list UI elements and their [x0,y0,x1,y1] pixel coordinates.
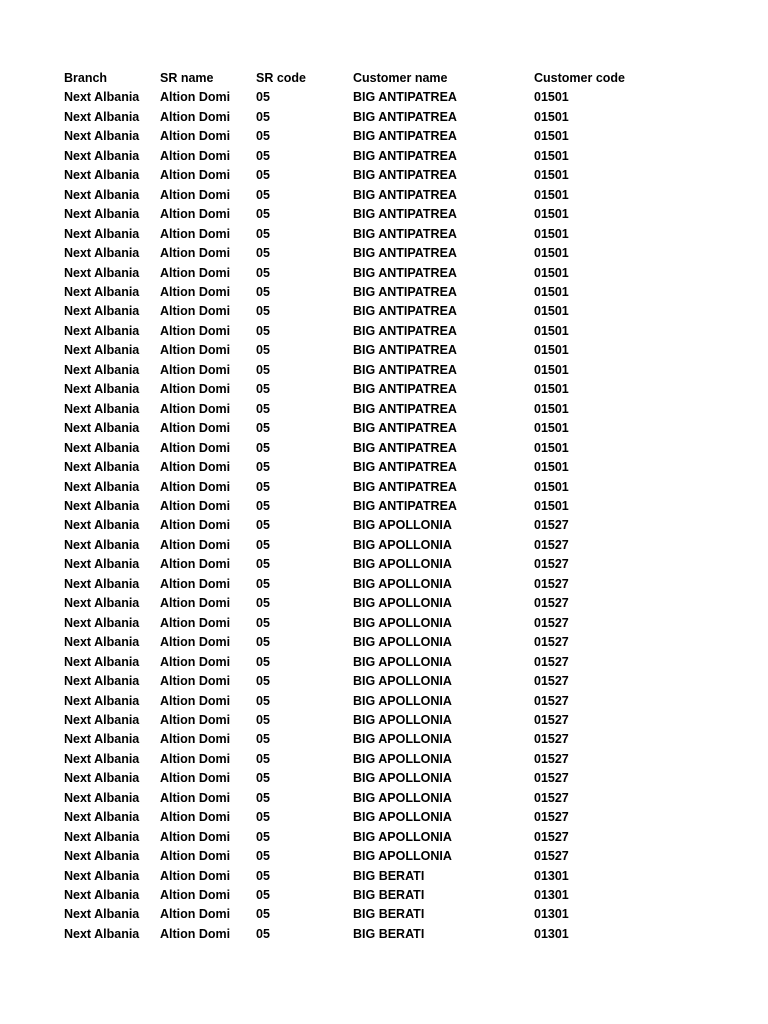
cell-sr-code: 05 [256,148,270,163]
cell-sr-code: 05 [256,246,270,261]
cell-sr-name: Altion Domi [160,460,231,475]
cell-branch: Next Albania [64,304,140,319]
cell-branch: Next Albania [64,654,140,669]
header-branch: Branch [64,71,108,85]
cell-sr-code: 05 [256,868,270,883]
cell-customer-code: 01527 [534,732,569,747]
cell-sr-code: 05 [256,790,270,805]
table-row [64,244,684,263]
table-row [64,516,684,535]
cell-customer-name: BIG APOLLONIA [353,596,452,611]
cell-customer-name: BIG ANTIPATREA [353,421,457,436]
cell-branch: Next Albania [64,148,140,163]
cell-branch: Next Albania [64,246,140,261]
cell-branch: Next Albania [64,421,140,436]
cell-customer-code: 01501 [534,129,569,144]
cell-sr-name: Altion Domi [160,498,231,513]
cell-sr-name: Altion Domi [160,246,231,261]
table-row [64,886,684,905]
cell-customer-code: 01501 [534,187,569,202]
table-row [64,225,684,244]
cell-customer-code: 01501 [534,284,569,299]
cell-sr-name: Altion Domi [160,129,231,144]
table-row [64,88,684,107]
cell-customer-name: BIG ANTIPATREA [353,304,457,319]
cell-customer-name: BIG ANTIPATREA [353,479,457,494]
cell-customer-code: 01527 [534,596,569,611]
cell-sr-name: Altion Domi [160,343,231,358]
cell-customer-code: 01501 [534,460,569,475]
header-customer-name: Customer name [353,71,448,85]
cell-sr-code: 05 [256,849,270,864]
cell-sr-code: 05 [256,674,270,689]
cell-sr-code: 05 [256,226,270,241]
cell-customer-code: 01501 [534,440,569,455]
cell-branch: Next Albania [64,109,140,124]
cell-customer-name: BIG APOLLONIA [353,712,452,727]
cell-sr-name: Altion Domi [160,751,231,766]
cell-customer-name: BIG ANTIPATREA [353,440,457,455]
cell-customer-name: BIG APOLLONIA [353,751,452,766]
cell-sr-code: 05 [256,596,270,611]
cell-sr-name: Altion Domi [160,615,231,630]
cell-sr-code: 05 [256,635,270,650]
cell-sr-name: Altion Domi [160,693,231,708]
cell-branch: Next Albania [64,751,140,766]
cell-sr-name: Altion Domi [160,674,231,689]
cell-branch: Next Albania [64,926,140,941]
cell-customer-name: BIG APOLLONIA [353,576,452,591]
cell-sr-code: 05 [256,479,270,494]
table-row [64,633,684,652]
cell-customer-code: 01501 [534,401,569,416]
cell-sr-code: 05 [256,615,270,630]
cell-branch: Next Albania [64,537,140,552]
cell-customer-code: 01527 [534,751,569,766]
cell-customer-code: 01501 [534,148,569,163]
table-row [64,302,684,321]
cell-customer-name: BIG APOLLONIA [353,693,452,708]
cell-customer-code: 01501 [534,168,569,183]
cell-customer-code: 01501 [534,479,569,494]
table-row [64,108,684,127]
table-row [64,147,684,166]
cell-sr-code: 05 [256,712,270,727]
header-sr-name: SR name [160,71,214,85]
cell-customer-name: BIG ANTIPATREA [353,265,457,280]
cell-customer-name: BIG ANTIPATREA [353,323,457,338]
cell-branch: Next Albania [64,518,140,533]
cell-sr-name: Altion Domi [160,635,231,650]
cell-branch: Next Albania [64,187,140,202]
cell-customer-name: BIG ANTIPATREA [353,284,457,299]
cell-sr-name: Altion Domi [160,265,231,280]
cell-sr-name: Altion Domi [160,440,231,455]
cell-sr-name: Altion Domi [160,148,231,163]
table-row [64,380,684,399]
cell-customer-code: 01527 [534,557,569,572]
table-row [64,186,684,205]
cell-branch: Next Albania [64,207,140,222]
cell-customer-code: 01527 [534,712,569,727]
table-row [64,361,684,380]
table-row [64,847,684,866]
cell-branch: Next Albania [64,498,140,513]
table-row [64,867,684,886]
cell-customer-name: BIG BERATI [353,888,425,903]
cell-branch: Next Albania [64,90,140,105]
table-row [64,497,684,516]
cell-customer-name: BIG ANTIPATREA [353,129,457,144]
cell-customer-code: 01301 [534,888,569,903]
table-row [64,789,684,808]
cell-sr-name: Altion Domi [160,888,231,903]
spreadsheet-page [64,69,684,944]
cell-sr-name: Altion Domi [160,829,231,844]
cell-customer-code: 01301 [534,926,569,941]
cell-branch: Next Albania [64,674,140,689]
table-row [64,730,684,749]
cell-sr-code: 05 [256,421,270,436]
cell-customer-name: BIG ANTIPATREA [353,187,457,202]
cell-sr-code: 05 [256,343,270,358]
cell-customer-code: 01501 [534,498,569,513]
table-row [64,653,684,672]
table-row [64,536,684,555]
cell-sr-code: 05 [256,693,270,708]
cell-customer-code: 01501 [534,109,569,124]
cell-customer-code: 01527 [534,518,569,533]
table-row [64,478,684,497]
cell-customer-code: 01527 [534,829,569,844]
cell-customer-code: 01501 [534,226,569,241]
table-row [64,575,684,594]
cell-branch: Next Albania [64,265,140,280]
table-row [64,905,684,924]
cell-customer-code: 01527 [534,537,569,552]
cell-branch: Next Albania [64,810,140,825]
table-row [64,828,684,847]
cell-sr-code: 05 [256,460,270,475]
table-row [64,750,684,769]
cell-customer-name: BIG APOLLONIA [353,849,452,864]
cell-sr-code: 05 [256,557,270,572]
cell-customer-name: BIG APOLLONIA [353,557,452,572]
cell-branch: Next Albania [64,226,140,241]
cell-customer-code: 01301 [534,868,569,883]
cell-sr-code: 05 [256,771,270,786]
cell-sr-code: 05 [256,304,270,319]
cell-branch: Next Albania [64,323,140,338]
cell-sr-name: Altion Domi [160,421,231,436]
table-body [64,88,684,944]
cell-sr-code: 05 [256,829,270,844]
cell-sr-name: Altion Domi [160,284,231,299]
header-customer-code: Customer code [534,71,625,85]
cell-sr-code: 05 [256,187,270,202]
cell-branch: Next Albania [64,362,140,377]
cell-sr-code: 05 [256,129,270,144]
cell-customer-code: 01527 [534,790,569,805]
cell-customer-code: 01501 [534,421,569,436]
cell-customer-name: BIG APOLLONIA [353,537,452,552]
cell-customer-name: BIG ANTIPATREA [353,226,457,241]
cell-sr-name: Altion Domi [160,732,231,747]
cell-sr-name: Altion Domi [160,401,231,416]
cell-customer-code: 01501 [534,343,569,358]
table-row [64,808,684,827]
cell-sr-code: 05 [256,907,270,922]
table-row [64,555,684,574]
cell-branch: Next Albania [64,693,140,708]
table-row [64,127,684,146]
cell-sr-name: Altion Domi [160,557,231,572]
cell-sr-name: Altion Domi [160,907,231,922]
cell-sr-name: Altion Domi [160,187,231,202]
cell-sr-name: Altion Domi [160,771,231,786]
cell-customer-code: 01527 [534,693,569,708]
cell-sr-name: Altion Domi [160,790,231,805]
header-sr-code: SR code [256,71,307,85]
table-row [64,925,684,944]
cell-sr-name: Altion Domi [160,304,231,319]
cell-branch: Next Albania [64,635,140,650]
cell-sr-code: 05 [256,109,270,124]
cell-customer-code: 01501 [534,265,569,280]
cell-branch: Next Albania [64,440,140,455]
table-row [64,341,684,360]
table-row [64,692,684,711]
cell-sr-name: Altion Domi [160,168,231,183]
cell-customer-name: BIG BERATI [353,907,425,922]
table-row [64,458,684,477]
cell-branch: Next Albania [64,615,140,630]
cell-customer-name: BIG ANTIPATREA [353,498,457,513]
cell-branch: Next Albania [64,907,140,922]
cell-branch: Next Albania [64,771,140,786]
cell-sr-name: Altion Domi [160,479,231,494]
cell-sr-name: Altion Domi [160,207,231,222]
header-row [64,69,684,88]
cell-branch: Next Albania [64,868,140,883]
table-row [64,205,684,224]
data-table [64,69,684,944]
cell-sr-name: Altion Domi [160,810,231,825]
cell-sr-name: Altion Domi [160,868,231,883]
table-row [64,614,684,633]
cell-customer-code: 01501 [534,382,569,397]
cell-customer-code: 01501 [534,207,569,222]
cell-customer-code: 01527 [534,654,569,669]
cell-sr-code: 05 [256,90,270,105]
cell-sr-code: 05 [256,537,270,552]
cell-customer-name: BIG ANTIPATREA [353,246,457,261]
cell-sr-code: 05 [256,888,270,903]
cell-customer-name: BIG BERATI [353,926,425,941]
cell-customer-name: BIG APOLLONIA [353,810,452,825]
cell-customer-code: 01501 [534,304,569,319]
cell-sr-name: Altion Domi [160,926,231,941]
cell-sr-code: 05 [256,323,270,338]
cell-customer-code: 01501 [534,246,569,261]
cell-branch: Next Albania [64,343,140,358]
cell-sr-code: 05 [256,401,270,416]
cell-customer-name: BIG APOLLONIA [353,635,452,650]
cell-customer-name: BIG APOLLONIA [353,829,452,844]
cell-customer-name: BIG APOLLONIA [353,732,452,747]
cell-customer-name: BIG APOLLONIA [353,654,452,669]
cell-customer-code: 01501 [534,362,569,377]
table-row [64,419,684,438]
cell-sr-code: 05 [256,518,270,533]
table-row [64,439,684,458]
cell-customer-code: 01501 [534,90,569,105]
cell-customer-code: 01527 [534,674,569,689]
cell-branch: Next Albania [64,849,140,864]
cell-customer-name: BIG ANTIPATREA [353,382,457,397]
cell-branch: Next Albania [64,596,140,611]
cell-customer-name: BIG ANTIPATREA [353,148,457,163]
cell-customer-code: 01527 [534,810,569,825]
cell-branch: Next Albania [64,557,140,572]
cell-sr-code: 05 [256,751,270,766]
cell-sr-name: Altion Domi [160,537,231,552]
cell-sr-name: Altion Domi [160,382,231,397]
table-row [64,711,684,730]
cell-customer-name: BIG ANTIPATREA [353,401,457,416]
cell-branch: Next Albania [64,382,140,397]
cell-customer-name: BIG BERATI [353,868,425,883]
cell-customer-name: BIG APOLLONIA [353,771,452,786]
table-row [64,264,684,283]
cell-sr-code: 05 [256,284,270,299]
cell-sr-name: Altion Domi [160,362,231,377]
cell-sr-name: Altion Domi [160,576,231,591]
cell-sr-code: 05 [256,732,270,747]
cell-customer-name: BIG ANTIPATREA [353,207,457,222]
table-row [64,672,684,691]
cell-customer-code: 01527 [534,576,569,591]
cell-sr-code: 05 [256,440,270,455]
cell-customer-name: BIG ANTIPATREA [353,90,457,105]
cell-sr-code: 05 [256,498,270,513]
cell-customer-code: 01501 [534,323,569,338]
cell-sr-code: 05 [256,168,270,183]
cell-customer-name: BIG APOLLONIA [353,674,452,689]
cell-customer-name: BIG ANTIPATREA [353,460,457,475]
cell-branch: Next Albania [64,479,140,494]
table-row [64,322,684,341]
cell-sr-code: 05 [256,265,270,280]
cell-customer-name: BIG ANTIPATREA [353,168,457,183]
cell-branch: Next Albania [64,284,140,299]
cell-sr-code: 05 [256,576,270,591]
cell-sr-code: 05 [256,926,270,941]
cell-customer-code: 01527 [534,849,569,864]
table-row [64,283,684,302]
cell-sr-name: Altion Domi [160,518,231,533]
cell-sr-name: Altion Domi [160,596,231,611]
cell-customer-name: BIG APOLLONIA [353,790,452,805]
cell-customer-name: BIG APOLLONIA [353,518,452,533]
cell-customer-code: 01527 [534,615,569,630]
table-row [64,166,684,185]
cell-sr-code: 05 [256,654,270,669]
cell-customer-name: BIG ANTIPATREA [353,109,457,124]
cell-branch: Next Albania [64,460,140,475]
cell-customer-code: 01301 [534,907,569,922]
cell-branch: Next Albania [64,712,140,727]
cell-branch: Next Albania [64,888,140,903]
cell-sr-name: Altion Domi [160,226,231,241]
cell-sr-code: 05 [256,362,270,377]
cell-customer-name: BIG ANTIPATREA [353,362,457,377]
cell-sr-name: Altion Domi [160,849,231,864]
cell-sr-name: Altion Domi [160,323,231,338]
cell-branch: Next Albania [64,732,140,747]
table-row [64,769,684,788]
cell-sr-code: 05 [256,382,270,397]
table-row [64,594,684,613]
table-row [64,400,684,419]
cell-branch: Next Albania [64,790,140,805]
cell-sr-name: Altion Domi [160,712,231,727]
cell-customer-name: BIG ANTIPATREA [353,343,457,358]
cell-sr-code: 05 [256,207,270,222]
cell-branch: Next Albania [64,576,140,591]
cell-branch: Next Albania [64,129,140,144]
cell-customer-code: 01527 [534,635,569,650]
cell-sr-name: Altion Domi [160,654,231,669]
cell-branch: Next Albania [64,168,140,183]
cell-sr-name: Altion Domi [160,109,231,124]
cell-customer-code: 01527 [534,771,569,786]
cell-branch: Next Albania [64,829,140,844]
cell-sr-name: Altion Domi [160,90,231,105]
cell-customer-name: BIG APOLLONIA [353,615,452,630]
cell-branch: Next Albania [64,401,140,416]
cell-sr-code: 05 [256,810,270,825]
